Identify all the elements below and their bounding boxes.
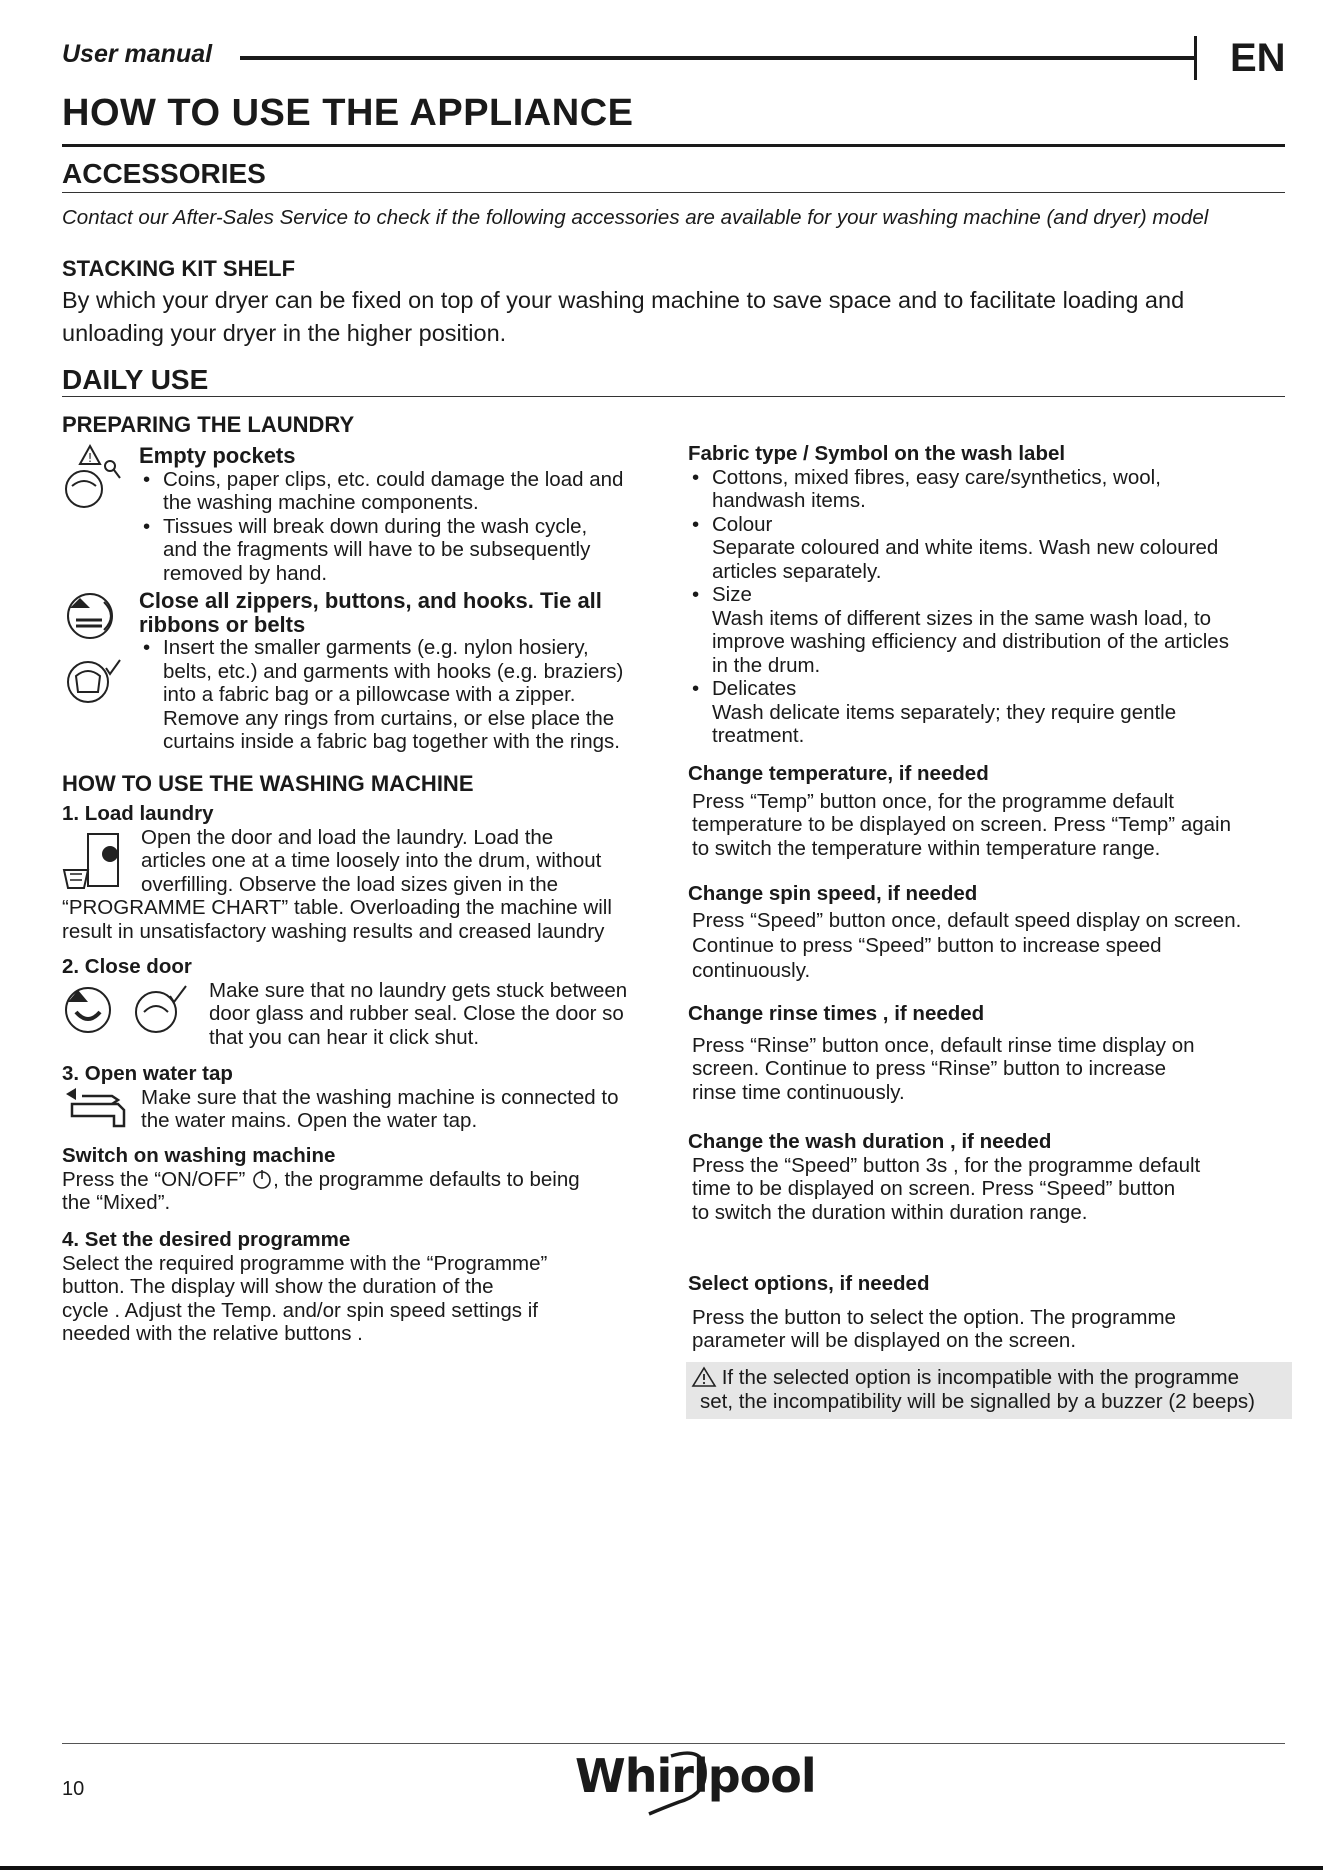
options-heading: Select options, if needed	[688, 1272, 930, 1295]
page-title: HOW TO USE THE APPLIANCE	[62, 92, 634, 134]
text-line: improve washing efficiency and distribution of the articles	[712, 630, 1229, 653]
text-line: to switch the duration within duration range.	[692, 1200, 1088, 1224]
temperature-block	[688, 762, 1298, 860]
accessories-intro: Contact our After-Sales Service to check if the following accessories are available for your washing machine (and dryer) model	[62, 206, 1209, 229]
title-rule	[62, 144, 1285, 147]
text-line: Remove any rings from curtains, or else place the	[163, 706, 615, 730]
fabric-type-heading: Fabric type / Symbol on the wash label	[688, 442, 1066, 465]
text-line: parameter will be displayed on the screen.	[692, 1329, 1077, 1352]
text-line: curtains inside a fabric bag together with the rings.	[163, 730, 620, 753]
temperature-text	[688, 790, 1298, 861]
text-span: Press the “ON/OFF”	[62, 1167, 246, 1191]
footer-rule	[62, 1743, 1285, 1744]
fabric-bag-icon	[62, 654, 124, 708]
rinse-block	[688, 1002, 1298, 1104]
stacking-kit-text	[62, 284, 1184, 350]
text-line: articles separately.	[712, 559, 882, 583]
water-tap-heading: 3. Open water tap	[62, 1062, 233, 1085]
text-line: Open the door and load the laundry. Load the	[141, 825, 554, 849]
stacking-kit-heading: STACKING KIT SHELF	[62, 256, 296, 281]
whirlpool-logo	[575, 1748, 816, 1820]
spin-speed-text	[688, 908, 1298, 983]
text-line: • Tissues will break down during the wash cycle,	[163, 514, 588, 538]
text-line: temperature to be displayed on screen. Press “Temp” again	[692, 813, 1231, 836]
zippers-bullet	[139, 636, 679, 754]
text-line: Continue to press “Speed” button to increase speed	[692, 933, 1162, 957]
text-line: to switch the temperature within temperature range.	[692, 836, 1161, 860]
text-line: the washing machine components.	[163, 491, 479, 514]
text-line: Press “Speed” button once, default speed display on screen.	[692, 908, 1242, 932]
text-line: button. The display will show the duration of the	[62, 1275, 494, 1298]
switch-on-line	[62, 1168, 672, 1192]
daily-use-rule	[62, 396, 1285, 397]
header-label: User manual	[62, 40, 213, 68]
empty-pockets-heading: Empty pockets	[139, 443, 296, 468]
text-line: treatment.	[712, 724, 805, 747]
text-line: the “Mixed”.	[62, 1191, 171, 1214]
duration-heading: Change the wash duration , if needed	[688, 1130, 1052, 1153]
spin-speed-block	[688, 882, 1298, 983]
empty-pockets-block	[139, 444, 669, 585]
programme-heading: 4. Set the desired programme	[62, 1228, 351, 1251]
text-line: result in unsatisfactory washing results and creased laundry	[62, 919, 605, 943]
text-line: • Delicates	[712, 677, 797, 700]
pockets-bullet	[139, 515, 669, 586]
text-line: continuously.	[692, 958, 811, 982]
fabric-bullet	[688, 513, 1288, 584]
zippers-heading-line: ribbons or belts	[139, 611, 306, 637]
power-icon	[251, 1168, 273, 1190]
brand-text: Whirlpool	[575, 1749, 816, 1803]
text-line: and the fragments will have to be subsequently	[163, 538, 591, 561]
fabric-bullet	[688, 677, 1288, 748]
header-tick	[1194, 36, 1197, 80]
text-line: the water mains. Open the water tap.	[141, 1109, 478, 1132]
daily-use-heading: DAILY USE	[62, 364, 209, 395]
text-line: rinse time continuously.	[692, 1080, 905, 1104]
text-line: Wash delicate items separately; they require gentle	[712, 700, 1177, 724]
fabric-bullet	[688, 583, 1288, 677]
text-line: screen. Continue to press “Rinse” button to increase	[692, 1057, 1167, 1080]
accessories-heading: ACCESSORIES	[62, 158, 266, 189]
text-line: needed with the relative buttons .	[62, 1322, 363, 1345]
text-line: Make sure that the washing machine is connected to	[141, 1085, 619, 1109]
stacking-kit-line: unloading your dryer in the higher position.	[62, 320, 507, 346]
washing-machine-heading: HOW TO USE THE WASHING MACHINE	[62, 771, 474, 796]
text-line: in the drum.	[712, 653, 821, 677]
text-line: Make sure that no laundry gets stuck between	[209, 978, 628, 1002]
spin-speed-heading: Change spin speed, if needed	[688, 882, 978, 905]
options-text	[688, 1306, 1298, 1353]
text-line: • Insert the smaller garments (e.g. nylon hosiery,	[163, 636, 589, 659]
close-door-heading: 2. Close door	[62, 955, 192, 978]
load-laundry-indented	[62, 826, 672, 897]
warning-triangle-icon	[692, 1367, 716, 1387]
bottom-band	[0, 1866, 1323, 1870]
text-line: cycle . Adjust the Temp. and/or spin speed settings if	[62, 1298, 538, 1322]
language-code: EN	[1230, 36, 1286, 80]
water-tap-block	[62, 1062, 672, 1133]
duration-text	[688, 1154, 1298, 1225]
load-laundry-block	[62, 802, 672, 943]
text-line: “PROGRAMME CHART” table. Overloading the machine will	[62, 896, 612, 919]
fabric-type-block	[688, 442, 1288, 748]
rinse-text	[688, 1034, 1298, 1105]
rinse-heading: Change rinse times , if needed	[688, 1002, 985, 1025]
text-line: • Coins, paper clips, etc. could damage the load and	[163, 467, 624, 491]
duration-block	[688, 1130, 1298, 1224]
water-tap-indented	[62, 1086, 672, 1133]
load-laundry-heading: 1. Load laundry	[62, 802, 214, 825]
text-line: Press the “Speed” button 3s , for the programme default	[692, 1153, 1201, 1177]
text-line: Wash items of different sizes in the same wash load, to	[712, 606, 1212, 630]
text-line: • Cottons, mixed fibres, easy care/synthetics, wool,	[712, 465, 1161, 489]
switch-on-block	[62, 1144, 672, 1215]
preparing-heading: PREPARING THE LAUNDRY	[62, 412, 355, 437]
pocket-warning-icon	[62, 444, 124, 514]
pockets-bullet	[139, 468, 669, 515]
text-line: that you can hear it click shut.	[209, 1025, 480, 1049]
text-line: Separate coloured and white items. Wash new coloured	[712, 536, 1219, 559]
text-line: time to be displayed on screen. Press “Speed” button	[692, 1177, 1176, 1200]
text-line: • Colour	[712, 512, 773, 536]
header-rule	[240, 56, 1195, 60]
programme-block	[62, 1228, 672, 1346]
options-block	[688, 1272, 1298, 1353]
text-line: Press “Rinse” button once, default rinse time display on	[692, 1033, 1195, 1057]
text-line: Press “Temp” button once, for the programme default	[692, 789, 1174, 813]
incompatibility-warning	[686, 1362, 1292, 1419]
zipper-warning-icon	[62, 590, 124, 640]
svg-text:!: !	[87, 451, 93, 465]
fabric-bullet	[688, 466, 1288, 513]
switch-on-heading: Switch on washing machine	[62, 1144, 336, 1167]
accessories-rule	[62, 192, 1285, 193]
text-line: Select the required programme with the “Programme”	[62, 1251, 548, 1275]
text-line: • Size	[712, 583, 752, 606]
text-line: door glass and rubber seal. Close the door so	[209, 1002, 624, 1025]
text-line: into a fabric bag or a pillowcase with a zipper.	[163, 683, 576, 706]
text-line: belts, etc.) and garments with hooks (e.g. braziers)	[163, 659, 624, 683]
page-number: 10	[62, 1778, 85, 1800]
text-line: set, the incompatibility will be signalled by a buzzer (2 beeps)	[700, 1389, 1255, 1413]
text-line: Press the button to select the option. The programme	[692, 1305, 1176, 1329]
text-line: removed by hand.	[163, 561, 328, 585]
text-line: articles one at a time loosely into the drum, without	[141, 849, 602, 872]
text-line: handwash items.	[712, 489, 866, 512]
temperature-heading: Change temperature, if needed	[688, 762, 989, 785]
text-span: If the selected option is incompatible with the programme	[721, 1366, 1240, 1389]
warning-line	[692, 1366, 1286, 1390]
stacking-kit-line: By which your dryer can be fixed on top of your washing machine to save space and to facilitate loading and	[62, 287, 1185, 313]
zippers-heading-line: Close all zippers, buttons, and hooks. Tie all	[139, 588, 602, 613]
close-door-block	[62, 955, 672, 1049]
close-door-indented	[62, 979, 672, 1050]
text-span: , the programme defaults to being	[273, 1167, 580, 1191]
text-line: overfilling. Observe the load sizes given in the	[141, 872, 559, 896]
zippers-block	[139, 589, 679, 754]
